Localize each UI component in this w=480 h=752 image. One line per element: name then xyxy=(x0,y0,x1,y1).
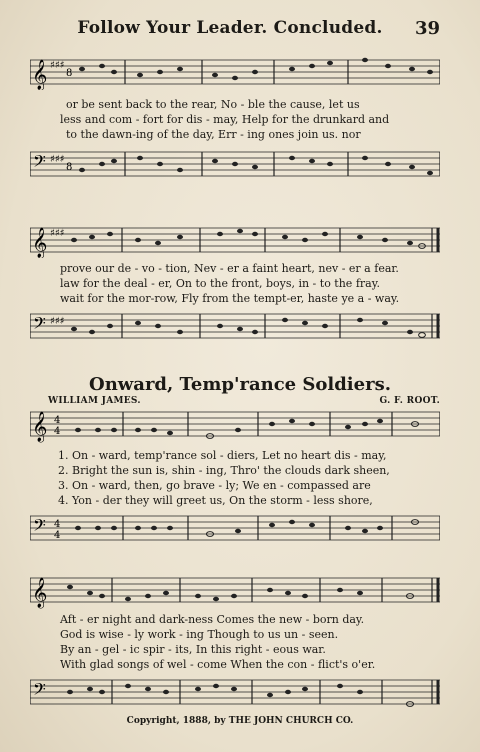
copyright-notice: Copyright, 1888, by THE JOHN CHURCH CO. xyxy=(126,716,354,726)
bass-staff-2 xyxy=(30,308,440,348)
composer-credit: G. F. ROOT. xyxy=(379,396,440,406)
treble-staff-1 xyxy=(30,54,440,90)
lyric-verse-3: By an - gel - ic spir - its, In this right - eous war. xyxy=(60,643,326,656)
lyric-line: or be sent back to the rear, No - ble the cause, let us xyxy=(66,98,360,111)
svg-text:𝄞: 𝄞 xyxy=(32,578,48,608)
svg-text:♯♯♯: ♯♯♯ xyxy=(50,154,65,165)
svg-text:𝄞: 𝄞 xyxy=(32,228,48,258)
svg-text:𝄢: 𝄢 xyxy=(33,151,46,175)
song-title: Onward, Temp'rance Soldiers. xyxy=(89,374,391,395)
svg-text:♯♯♯: ♯♯♯ xyxy=(50,228,65,239)
treble-staff-2 xyxy=(30,222,440,258)
treble-staff-3 xyxy=(30,404,440,444)
lyric-line: prove our de - vo - tion, Nev - er a faint heart, nev - er a fear. xyxy=(60,262,399,275)
lyric-line: less and com - fort for dis - may, Help for the drunkard and xyxy=(60,113,390,126)
svg-text:4: 4 xyxy=(54,519,61,530)
svg-text:𝄢: 𝄢 xyxy=(33,313,46,337)
svg-text:♯♯♯: ♯♯♯ xyxy=(50,60,65,71)
lyric-line: to the dawn-ing of the day, Err - ing ones join us. nor xyxy=(66,128,361,141)
svg-text:8: 8 xyxy=(66,162,73,173)
bass-staff-4 xyxy=(30,672,440,712)
lyric-verse-3: 3. On - ward, then, go brave - ly; We en - compassed are xyxy=(58,479,371,492)
lyric-verse-2: 2. Bright the sun is, shin - ing, Thro' the clouds dark sheen, xyxy=(58,464,390,477)
svg-text:4: 4 xyxy=(54,426,61,437)
lyric-line: wait for the mor-row, Fly from the tempt-er, haste ye a - way. xyxy=(60,292,400,305)
svg-text:4: 4 xyxy=(54,530,61,541)
lyric-verse-2: God is wise - ly work - ing Though to us un - seen. xyxy=(60,628,339,641)
lyric-line: law for the deal - er, On to the front, boys, in - to the fray. xyxy=(60,277,380,290)
lyric-verse-4: 4. Yon - der they will greet us, On the storm - less shore, xyxy=(58,494,373,507)
song2-lyrics-system1 xyxy=(58,449,442,511)
svg-text:𝄞: 𝄞 xyxy=(32,60,48,90)
song1-lyrics-system1 xyxy=(60,98,440,144)
svg-text:4: 4 xyxy=(54,415,61,426)
bass-staff-3 xyxy=(30,508,440,550)
bass-staff-1 xyxy=(30,146,440,186)
page-number: 39 xyxy=(414,18,440,39)
lyric-verse-4: With glad songs of wel - come When the con - flict's o'er. xyxy=(60,658,376,671)
svg-text:𝄞: 𝄞 xyxy=(32,412,48,442)
song1-lyrics-system2 xyxy=(60,262,440,308)
song2-lyrics-system2 xyxy=(60,613,440,675)
svg-text:𝄢: 𝄢 xyxy=(33,515,46,539)
svg-text:♯♯♯: ♯♯♯ xyxy=(50,316,65,327)
svg-text:𝄢: 𝄢 xyxy=(33,679,46,703)
lyricist-credit: WILLIAM JAMES. xyxy=(48,396,141,406)
treble-staff-4 xyxy=(30,570,440,610)
svg-text:8: 8 xyxy=(66,68,73,79)
lyric-verse-1: Aft - er night and dark-ness Comes the new - born day. xyxy=(60,613,365,626)
page-title: Follow Your Leader. Concluded. xyxy=(77,18,383,38)
lyric-verse-1: 1. On - ward, temp'rance sol - diers, Let no heart dis - may, xyxy=(58,449,387,462)
